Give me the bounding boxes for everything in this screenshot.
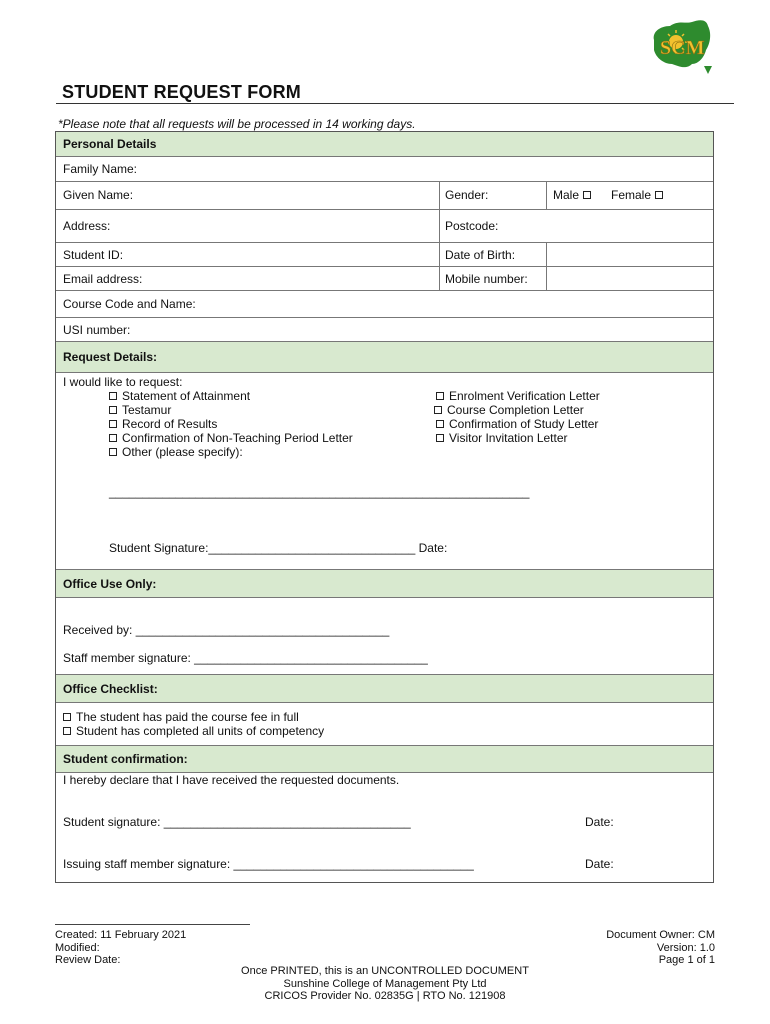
option-visitor-invitation[interactable]	[436, 431, 568, 445]
column-divider	[439, 182, 440, 209]
created-date: Created: 11 February 2021	[55, 929, 187, 941]
cricos-rto-number: CRICOS Provider No. 02835G | RTO No. 121908	[264, 990, 506, 1002]
usi-label: USI number:	[63, 323, 131, 337]
mobile-label: Mobile number:	[445, 272, 528, 286]
request-form-table	[55, 131, 714, 883]
checkbox[interactable]	[109, 392, 117, 400]
option-testamur[interactable]	[109, 403, 171, 417]
email-label: Email address:	[63, 272, 143, 286]
column-divider	[546, 182, 547, 209]
option-enrolment-verification[interactable]	[436, 389, 600, 403]
review-date: Review Date:	[55, 954, 121, 966]
option-other[interactable]	[109, 445, 243, 459]
male-label: Male	[553, 188, 580, 202]
declaration-text: I hereby declare that I have received the requested documents.	[63, 773, 400, 787]
request-details-header	[56, 342, 713, 373]
address-label: Address:	[63, 219, 111, 233]
page-number: Page 1 of 1	[658, 954, 715, 966]
request-details-heading: Request Details:	[63, 350, 158, 364]
gender-male-option[interactable]	[553, 188, 591, 202]
checklist-label: The student has paid the course fee in full	[76, 710, 299, 724]
checkbox[interactable]	[109, 434, 117, 442]
option-label: Confirmation of Study Letter	[449, 417, 599, 431]
checklist-fee-paid[interactable]	[63, 710, 299, 724]
column-divider	[439, 243, 440, 266]
option-record-of-results[interactable]	[109, 417, 217, 431]
option-label: Confirmation of Non-Teaching Period Letter	[122, 431, 353, 445]
office-checklist-header	[56, 675, 713, 703]
svg-text:SCM: SCM	[660, 37, 705, 59]
office-use-body	[56, 598, 713, 675]
staff-signature-line[interactable]: Staff member signature: ___________________________________	[63, 651, 428, 665]
option-non-teaching-period[interactable]	[109, 431, 353, 445]
footer-divider	[55, 924, 250, 925]
issuing-signature-date[interactable]: Date:	[585, 857, 614, 871]
issuing-staff-signature-field[interactable]: Issuing staff member signature: ____________________________________	[63, 857, 474, 871]
email-row	[56, 267, 713, 291]
student-signature-line[interactable]: Student Signature:_______________________________ Date:	[109, 541, 448, 555]
option-label: Other (please specify):	[122, 445, 243, 459]
checkbox[interactable]	[109, 448, 117, 456]
column-divider	[546, 243, 547, 266]
family-name-row[interactable]	[56, 157, 713, 182]
student-confirmation-body	[56, 773, 713, 882]
option-label: Course Completion Letter	[447, 403, 584, 417]
option-label: Testamur	[122, 403, 172, 417]
course-label: Course Code and Name:	[63, 297, 196, 311]
student-signature-field[interactable]: Student signature: _____________________________________	[63, 815, 411, 829]
request-intro: I would like to request:	[63, 375, 183, 389]
received-by-line[interactable]: Received by: ______________________________________	[63, 623, 390, 637]
checklist-label: Student has completed all units of competency	[76, 724, 325, 738]
document-owner: Document Owner: CM	[606, 929, 715, 941]
checkbox[interactable]	[436, 392, 444, 400]
personal-details-header	[56, 132, 713, 157]
checkbox[interactable]	[63, 713, 71, 721]
checklist-units-completed[interactable]	[63, 724, 324, 738]
option-label: Visitor Invitation Letter	[449, 431, 568, 445]
dob-label: Date of Birth:	[445, 248, 516, 262]
document-version: Version: 1.0	[656, 941, 715, 954]
male-checkbox[interactable]	[583, 191, 591, 199]
option-confirmation-of-study[interactable]	[436, 417, 598, 431]
checkbox[interactable]	[63, 727, 71, 735]
column-divider	[546, 267, 547, 290]
family-name-label: Family Name:	[63, 162, 138, 176]
given-name-label: Given Name:	[63, 188, 134, 202]
modified-date: Modified:	[55, 941, 100, 954]
option-label: Record of Results	[122, 417, 218, 431]
student-confirmation-heading: Student confirmation:	[63, 752, 188, 766]
office-checklist-body	[56, 703, 713, 746]
female-checkbox[interactable]	[655, 191, 663, 199]
checkbox[interactable]	[434, 406, 442, 414]
option-label: Enrolment Verification Letter	[449, 389, 600, 403]
gender-label: Gender:	[445, 188, 489, 202]
footer-right	[606, 929, 715, 967]
gender-female-option[interactable]	[611, 188, 663, 202]
option-statement-of-attainment[interactable]	[109, 389, 250, 403]
other-specify-line[interactable]: _______________________________________________________________	[109, 485, 530, 499]
postcode-label: Postcode:	[445, 219, 499, 233]
column-divider	[439, 267, 440, 290]
female-label: Female	[611, 188, 652, 202]
address-row	[56, 210, 713, 243]
given-name-row	[56, 182, 713, 210]
college-logo	[646, 14, 720, 80]
student-signature-date[interactable]: Date:	[585, 815, 614, 829]
checkbox[interactable]	[436, 420, 444, 428]
option-label: Statement of Attainment	[122, 389, 251, 403]
column-divider	[439, 210, 440, 242]
checkbox[interactable]	[109, 406, 117, 414]
student-id-label: Student ID:	[63, 248, 124, 262]
office-checklist-heading: Office Checklist:	[63, 682, 158, 696]
student-confirmation-header	[56, 746, 713, 773]
request-details-body	[56, 373, 713, 570]
form-title: STUDENT REQUEST FORM	[62, 82, 302, 102]
footer-center	[0, 965, 770, 1003]
title-divider	[56, 103, 734, 104]
footer-left	[55, 929, 186, 967]
checkbox[interactable]	[109, 420, 117, 428]
company-name: Sunshine College of Management Pty Ltd	[283, 977, 487, 990]
usi-row[interactable]	[56, 318, 713, 342]
personal-details-heading: Personal Details	[63, 137, 157, 151]
uncontrolled-notice: Once PRINTED, this is an UNCONTROLLED DOCUMENT	[241, 965, 529, 977]
checkbox[interactable]	[436, 434, 444, 442]
office-use-header	[56, 570, 713, 598]
student-id-row	[56, 243, 713, 267]
office-use-heading: Office Use Only:	[63, 577, 157, 591]
processing-note: *Please note that all requests will be processed in 14 working days.	[58, 117, 416, 131]
course-row[interactable]	[56, 291, 713, 318]
option-course-completion[interactable]	[434, 403, 584, 417]
